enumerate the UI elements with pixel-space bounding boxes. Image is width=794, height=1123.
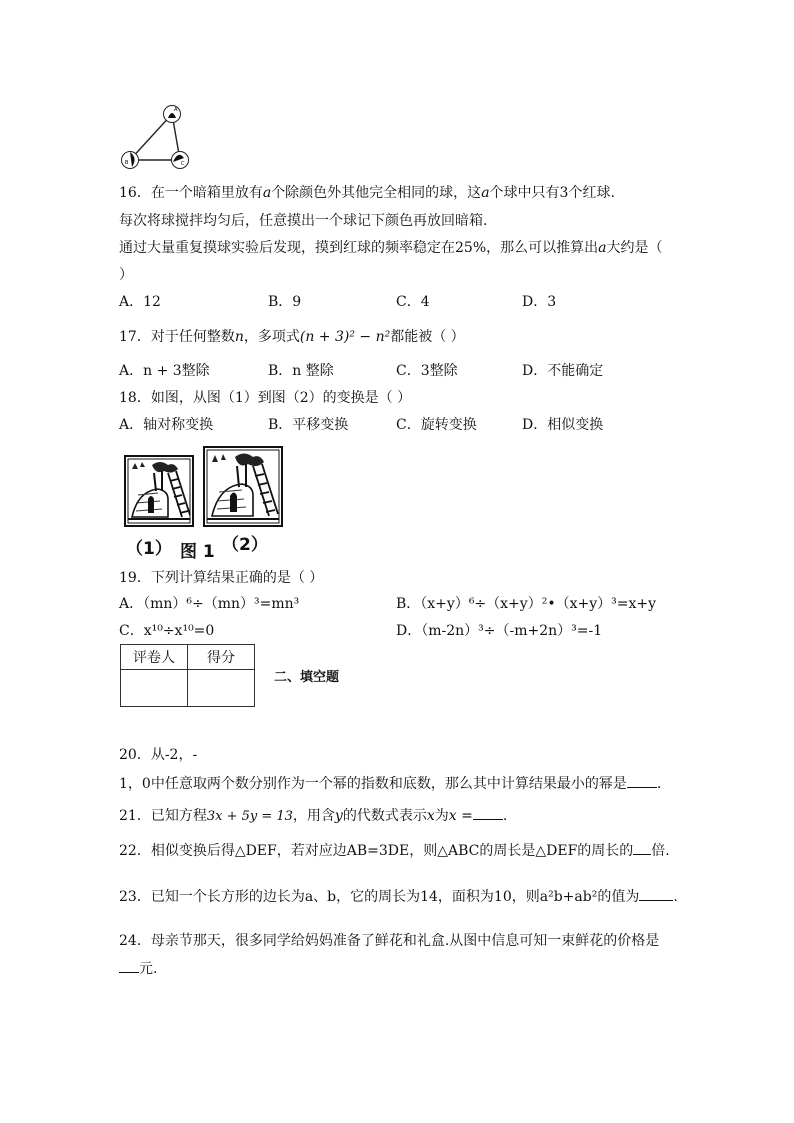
q20-line2: 1，0中任意取两个数分别作为一个幂的指数和底数，那么其中计算结果最小的幂是 .: [119, 773, 661, 793]
q20-answer-blank[interactable]: [627, 773, 657, 788]
svg-text:C: C: [181, 161, 185, 167]
score-table-cell-grader: [121, 670, 188, 707]
q16-option-d: D．3: [522, 294, 557, 310]
score-table-cell-score: [188, 670, 255, 707]
q19-option-c: C．x¹⁰÷x¹⁰=0: [119, 623, 215, 639]
q24-line1: 24．母亲节那天，很多同学给妈妈准备了鲜花和礼盒.从图中信息可知一束鲜花的价格是: [119, 933, 660, 949]
q20-line1: 20．从-2，-: [119, 747, 198, 763]
q18-figure-label-1: （1）: [126, 539, 172, 559]
q19-option-b: B．（x+y）⁶÷（x+y）²•（x+y）³=x+y: [396, 596, 656, 612]
q19-stem: 19．下列计算结果正确的是（ ）: [119, 570, 324, 586]
q19-option-a: A．（mn）⁶÷（mn）³=mn³: [119, 596, 300, 612]
q16-line1: 16．在一个暗箱里放有a个除颜色外其他完全相同的球，这a个球中只有3个红球.: [119, 185, 615, 201]
q17-option-d: D．不能确定: [522, 363, 604, 379]
triangle-figure: [118, 100, 194, 174]
q18-figure-caption: 图 1: [180, 542, 215, 562]
vertex-a: [164, 106, 181, 123]
q18-stem: 18．如图，从图（1）到图（2）的变换是（ ）: [119, 390, 412, 406]
q16-line3: 通过大量重复摸球实验后发现，摸到红球的频率稳定在25%，那么可以推算出a大约是（: [119, 240, 663, 256]
score-table: [120, 644, 255, 707]
section-title-fill-in: 二、填空题: [274, 670, 340, 685]
q18-figure-1: [124, 455, 194, 527]
q17-option-a: A．n + 3整除: [119, 363, 210, 379]
q19-option-d: D．（m-2n）³÷（-m+2n）³=-1: [396, 623, 603, 639]
q16-line2: 每次将球搅拌均匀后，任意摸出一个球记下颜色再放回暗箱.: [119, 213, 488, 229]
vertex-b: [122, 152, 139, 169]
q18-option-d: D．相似变换: [522, 417, 604, 433]
svg-text:B: B: [125, 160, 129, 166]
q16-option-a: A．12: [119, 294, 161, 310]
q18-option-a: A．轴对称变换: [119, 417, 214, 433]
q22-answer-blank[interactable]: [633, 840, 651, 855]
q21-stem: 21．已知方程3x + 5y = 13，用含y的代数式表示x为x = .: [119, 805, 507, 826]
q17-option-b: B．n 整除: [268, 363, 334, 379]
q17-expression: (n + 3)² − n²: [299, 329, 391, 345]
q18-option-c: C．旋转变换: [396, 417, 477, 433]
q23-answer-blank[interactable]: [639, 886, 673, 901]
q21-answer-blank[interactable]: [473, 805, 503, 820]
score-table-header-grader: 评卷人: [121, 645, 188, 670]
q16-option-b: B．9: [268, 294, 302, 310]
score-table-header-score: 得分: [188, 645, 255, 670]
q24-answer-blank[interactable]: [119, 958, 139, 973]
q16-option-c: C．4: [396, 294, 430, 310]
q18-figure-label-2: （2）: [222, 535, 268, 555]
q17-stem: 17．对于任何整数n，多项式(n + 3)² − n²都能被（ ）: [119, 329, 465, 345]
q24-line2: 元.: [119, 958, 157, 978]
q22-stem: 22．相似变换后得△DEF，若对应边AB=3DE，则△ABC的周长是△DEF的周长的 倍.: [119, 840, 670, 860]
q16-line4: ）: [119, 267, 133, 283]
q18-option-b: B．平移变换: [268, 417, 349, 433]
svg-text:A: A: [174, 107, 178, 113]
q18-figure-2: [203, 446, 283, 527]
vertex-c: [172, 152, 189, 169]
q17-option-c: C．3整除: [396, 363, 458, 379]
q23-stem: 23．已知一个长方形的边长为a、b，它的周长为14，面积为10，则a²b+ab²的值为 .: [119, 886, 678, 906]
